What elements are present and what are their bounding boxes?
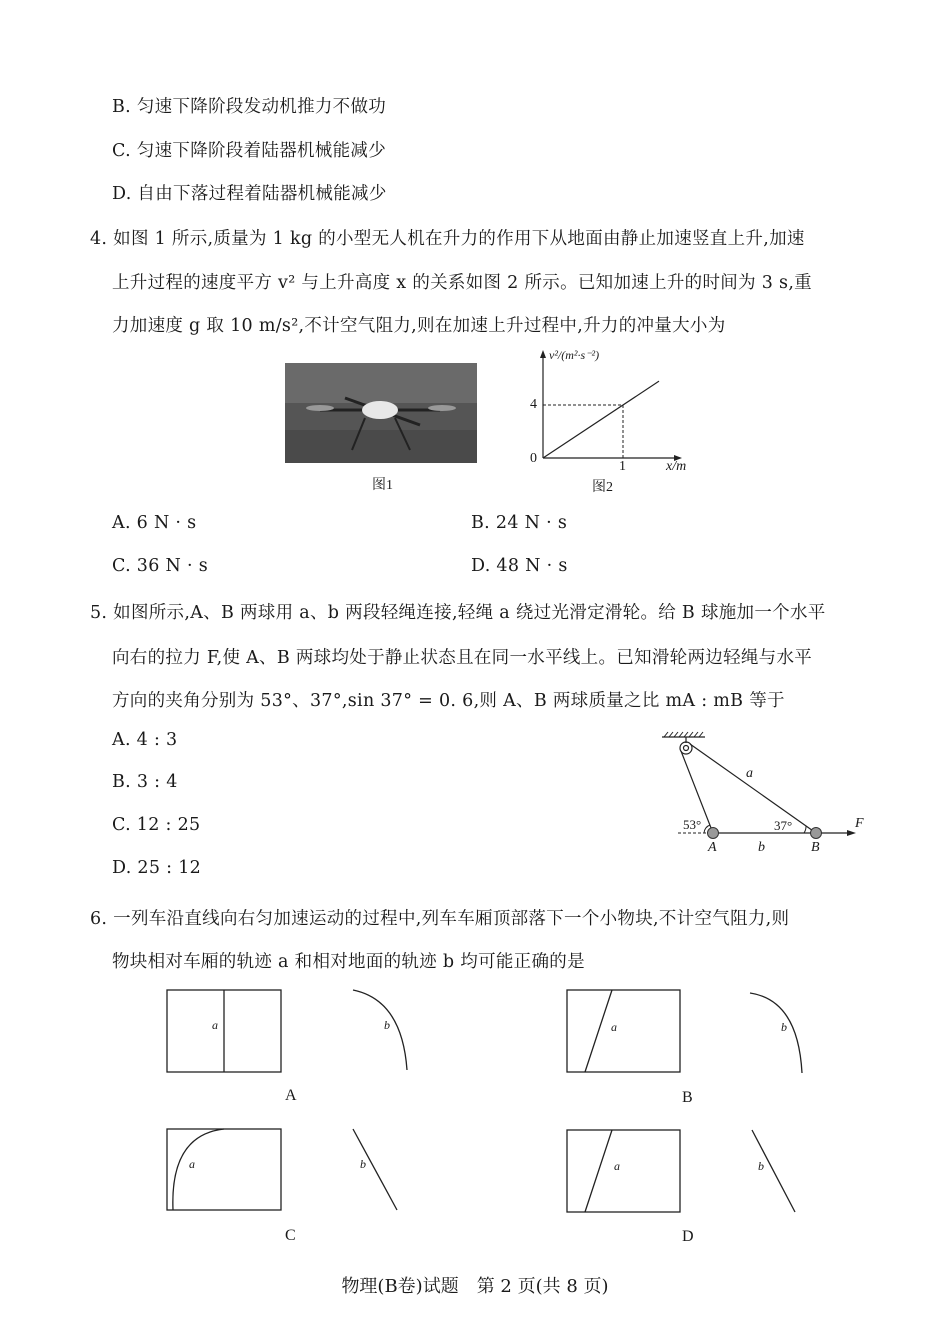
choice-a-label: A (285, 1087, 297, 1104)
q4-line-3: 力加速度 g 取 10 m/s²,不计空气阻力,则在加速上升过程中,升力的冲量大小为 (112, 316, 726, 336)
force-label: F (855, 816, 864, 831)
ball-b-label: B (811, 840, 820, 855)
q3-option-d: D. 自由下落过程着陆器机械能减少 (112, 184, 387, 204)
graph-xtick-1: 1 (619, 459, 626, 474)
choice-a-figure (167, 990, 407, 1072)
page-footer: 物理(B卷)试题 第 2 页(共 8 页) (341, 1276, 609, 1297)
q5-line-3: 方向的夹角分别为 53°、37°,sin 37° = 0. 6,则 A、B 两球质量之比 mA : mB 等于 (112, 691, 785, 711)
choice-d-label: D (682, 1228, 694, 1245)
q3-option-b: B. 匀速下降阶段发动机推力不做功 (112, 97, 387, 117)
fig1-caption: 图1 (372, 478, 393, 493)
choice-a-track-b: b (384, 1018, 390, 1032)
q5-line-2: 向右的拉力 F,使 A、B 两球均处于静止状态且在同一水平线上。已知滑轮两边轻绳与水平 (112, 648, 813, 668)
choice-c-track-b: b (360, 1157, 366, 1171)
q4-line-2: 上升过程的速度平方 v² 与上升高度 x 的关系如图 2 所示。已知加速上升的时间为 3 s,重 (112, 273, 812, 293)
graph-xlabel: x/m (666, 459, 687, 474)
q3-option-c: C. 匀速下降阶段着陆器机械能减少 (112, 141, 386, 161)
q4-option-a: A. 6 N · s (112, 513, 197, 533)
q6-line-2: 物块相对车厢的轨迹 a 和相对地面的轨迹 b 均可能正确的是 (112, 952, 585, 972)
angle-53-label: 53° (683, 817, 702, 832)
choice-b-label: B (682, 1089, 693, 1106)
q6-line-1: 6. 一列车沿直线向右匀加速运动的过程中,列车车厢顶部落下一个小物块,不计空气阻力,则 (90, 909, 790, 929)
choice-d-track-a: a (614, 1159, 620, 1173)
graph-ytick-4: 4 (530, 397, 537, 412)
rope-b-label: b (758, 840, 765, 855)
choice-c-track-a: a (189, 1157, 195, 1171)
choice-c-label: C (285, 1227, 296, 1244)
graph-ylabel: v²/(m²·s⁻²) (549, 348, 600, 362)
q4-line-1: 4. 如图 1 所示,质量为 1 kg 的小型无人机在升力的作用下从地面由静止加速竖直上升,加速 (90, 229, 805, 249)
rope-a-label: a (746, 766, 753, 781)
choice-b-track-a: a (611, 1020, 617, 1034)
q5-option-c: C. 12 : 25 (112, 815, 201, 835)
q5-option-d: D. 25 : 12 (112, 858, 202, 878)
choice-d-track-b: b (758, 1159, 764, 1173)
choice-b-track-b: b (781, 1020, 787, 1034)
q4-option-c: C. 36 N · s (112, 556, 209, 576)
q5-line-1: 5. 如图所示,A、B 两球用 a、b 两段轻绳连接,轻绳 a 绕过光滑定滑轮。给 B 球施加一个水平 (90, 603, 826, 623)
q4-option-d: D. 48 N · s (471, 556, 568, 576)
q5-option-a: A. 4 : 3 (112, 730, 178, 750)
q4-option-b: B. 24 N · s (471, 513, 568, 533)
choice-b-figure (567, 990, 802, 1073)
graph-origin: 0 (530, 451, 537, 466)
choice-a-track-a: a (212, 1018, 218, 1032)
fig2-caption: 图2 (592, 480, 613, 495)
ball-a-label: A (708, 840, 717, 855)
angle-37-label: 37° (774, 818, 793, 833)
q5-option-b: B. 3 : 4 (112, 772, 178, 792)
